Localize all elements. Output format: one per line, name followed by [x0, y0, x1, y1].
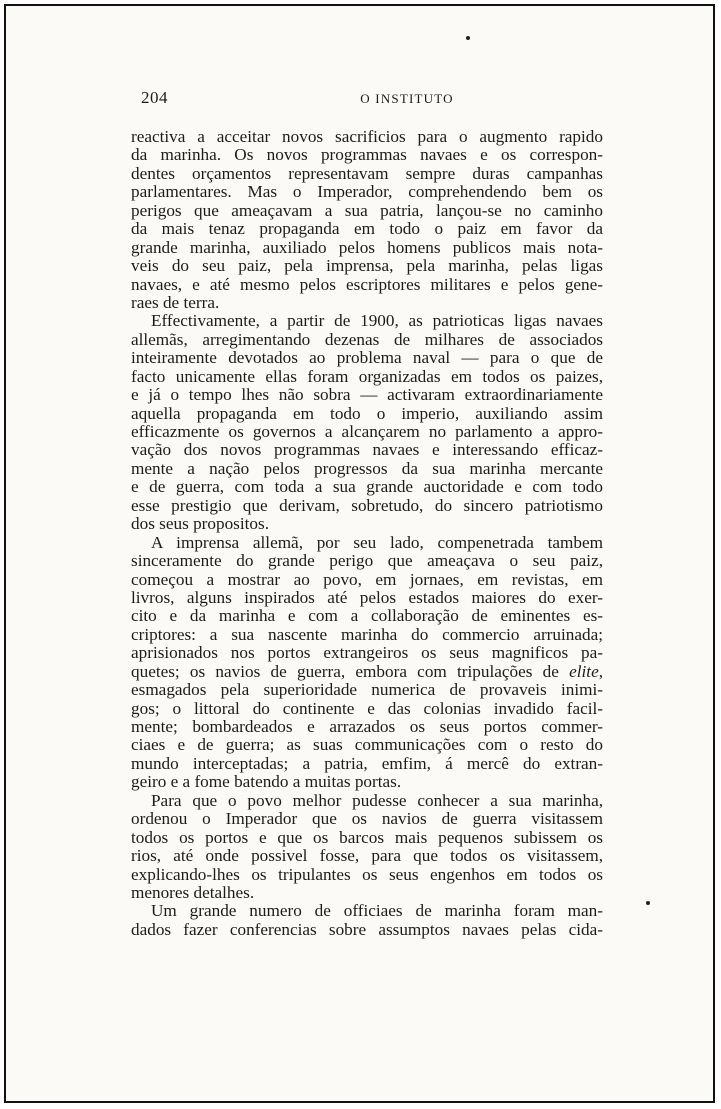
text-line: efficazmente os governos a alcançarem no parlamento a appro-	[131, 422, 603, 441]
text-line: facto unicamente ellas foram organizadas em todos os paizes,	[131, 366, 603, 386]
page-header	[141, 88, 603, 108]
text-line: vação dos novos programmas navaes e interessando efficaz-	[131, 440, 603, 460]
text-line: ordenou o Imperador que os navios de guerra visitassem	[131, 809, 603, 829]
text-line: gos; o littoral do continente e das colonias invadido facil-	[131, 698, 603, 718]
text-line: criptores: a sua nascente marinha do commercio arruinada;	[131, 624, 603, 644]
text-line: aprisionados nos portos extrangeiros os seus magnificos pa-	[131, 643, 603, 663]
text-line: raes de terra.	[131, 292, 220, 312]
text-line: e de guerra, com toda a sua grande auctoridade e com todo	[131, 477, 603, 497]
text-line: Para que o povo melhor pudesse conhecer a sua marinha,	[151, 790, 603, 810]
text-line: sinceramente do grande perigo que ameaçava o seu paiz,	[131, 551, 603, 571]
text-line: reactiva a acceitar novos sacrificios para o augmento rapido	[131, 127, 603, 146]
text-line: inteiramente devotados ao problema naval — para o que de	[131, 348, 603, 368]
body-text	[131, 128, 603, 939]
text-line: perigos que ameaçavam a sua patria, lançou-se no caminho	[131, 200, 603, 220]
text-line: dados fazer conferencias sobre assumptos navaes pelas cida-	[131, 919, 603, 939]
text-line: Effectivamente, a partir de 1900, as patrioticas ligas navaes	[151, 311, 603, 331]
text-line: veis do seu paiz, pela imprensa, pela marinha, pelas ligas	[131, 256, 603, 276]
text-line: explicando-lhes os tripulantes os seus engenhos em todos os	[131, 864, 603, 884]
text-line: navaes, e até mesmo pelos escriptores militares e pelos gene-	[131, 274, 603, 294]
text-line: e já o tempo lhes não sobra — activaram extraordinariamente	[131, 385, 603, 405]
text-line: grande marinha, auxiliado pelos homens publicos mais nota-	[131, 237, 603, 257]
text-line: esse prestigio que derivam, sobretudo, do sincero patriotismo	[131, 495, 603, 515]
text-line: começou a mostrar ao povo, em jornaes, em revistas, em	[131, 569, 603, 589]
text-line: geiro e a fome batendo a muitas portas.	[131, 772, 402, 792]
speck-mark	[646, 901, 650, 905]
paragraph	[131, 534, 603, 792]
text-line: livros, alguns inspirados até pelos estados maiores do exer-	[131, 587, 603, 607]
text-line: allemãs, arregimentando dezenas de milhares de associados	[131, 329, 603, 349]
text-line: da mais tenaz propaganda em todo o paiz em favor da	[131, 219, 603, 239]
paragraph	[131, 128, 603, 312]
text-line: parlamentares. Mas o Imperador, comprehendendo bem os	[131, 182, 603, 202]
text-line: da marinha. Os novos programmas navaes e os correspon-	[131, 145, 603, 165]
text-line: quetes; os navios de guerra, embora com tripulações de elite,	[131, 661, 603, 681]
text-line: todos os portos e que os barcos mais pequenos subissem os	[131, 827, 603, 847]
text-line: dentes orçamentos representavam sempre duras campanhas	[131, 163, 603, 183]
text-line: mundo interceptadas; a patria, emfim, á mercê do extran-	[131, 753, 603, 773]
text-line: menores detalhes.	[131, 882, 255, 902]
speck-mark	[466, 36, 470, 40]
paragraph	[131, 902, 603, 939]
text-line: ciaes e de guerra; as suas communicações com o resto do	[131, 735, 603, 755]
text-line: A imprensa allemã, por seu lado, compenetrada tambem	[151, 532, 603, 552]
text-line: cito e da marinha e com a collaboração de eminentes es-	[131, 606, 603, 626]
text-line: mente a nação pelos progressos da sua marinha mercante	[131, 458, 603, 478]
text-line: dos seus propositos.	[131, 514, 269, 534]
text-line: rios, até onde possivel fosse, para que todos os visitassem,	[131, 846, 603, 866]
text-line: esmagados pela superioridade numerica de provaveis inimi-	[131, 680, 603, 700]
paragraph	[131, 312, 603, 533]
page-number: 204	[141, 88, 168, 107]
text-line: aquella propaganda em todo o imperio, auxiliando assim	[131, 403, 603, 423]
text-line: mente; bombardeados e arrazados os seus portos commer-	[131, 717, 603, 736]
text-line: Um grande numero de officiaes de marinha foram man-	[151, 901, 603, 921]
paragraph	[131, 792, 603, 903]
running-head: O INSTITUTO	[360, 91, 454, 106]
